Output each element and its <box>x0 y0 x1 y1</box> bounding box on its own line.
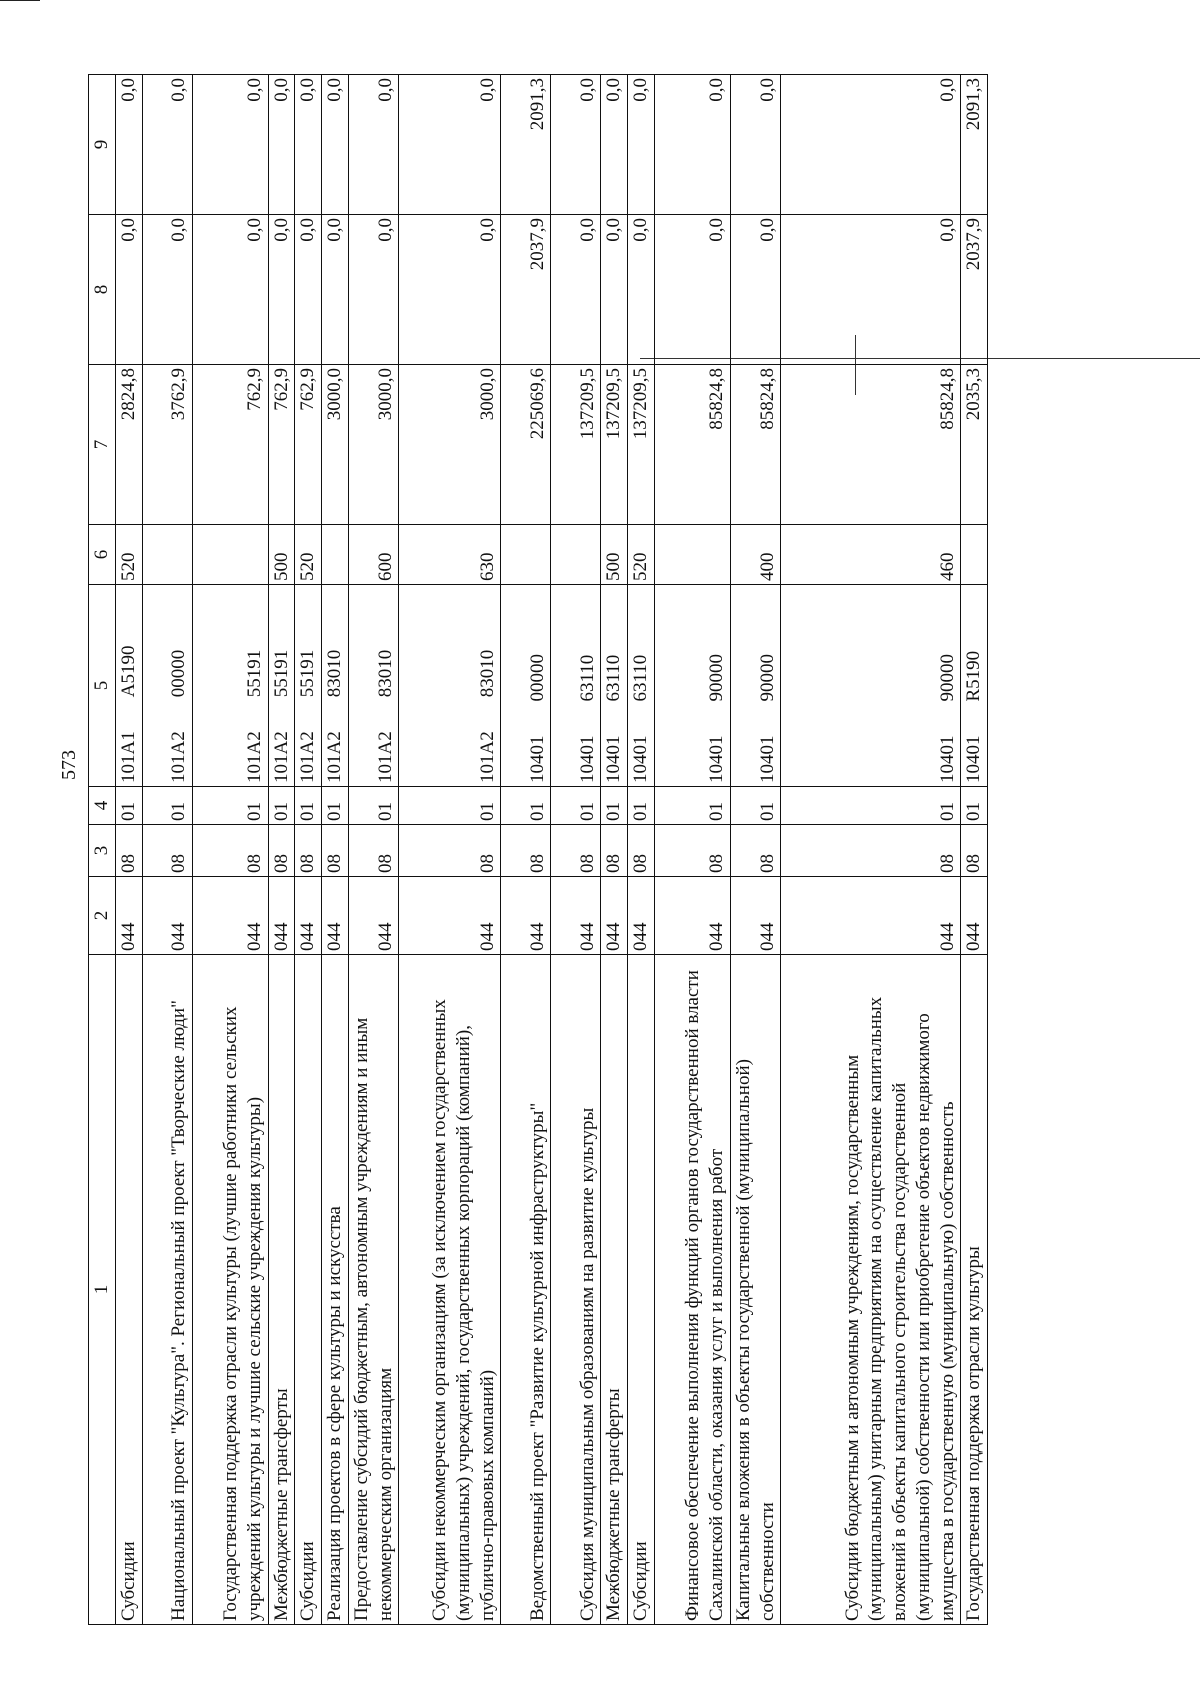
table-row <box>322 75 349 1625</box>
amount-year3-cell: 0,0 <box>781 75 961 215</box>
section-code-cell: 08 <box>628 825 655 877</box>
row-name-cell: Субсидии <box>115 955 142 1625</box>
target-article-program: 101A2 <box>270 731 292 783</box>
rotated-table-container <box>88 75 1088 1625</box>
target-article-direction: 90000 <box>936 654 958 702</box>
target-article-direction: 63110 <box>576 654 598 702</box>
row-name-cell: Субсидия муниципальным образованиям на развитие культуры <box>551 955 601 1625</box>
target-article-direction: 55191 <box>270 649 292 698</box>
target-article-direction: 00000 <box>167 649 189 698</box>
amount-year3-cell: 0,0 <box>654 75 730 215</box>
row-name-cell: Межбюджетные трансферты <box>268 955 295 1625</box>
target-article-program: 101A2 <box>476 731 498 783</box>
amount-year3-cell: 0,0 <box>601 75 628 215</box>
section-code-cell: 08 <box>322 825 349 877</box>
ministry-code-cell: 044 <box>628 877 655 955</box>
ministry-code-cell: 044 <box>601 877 628 955</box>
ministry-code-cell: 044 <box>268 877 295 955</box>
amount-year1-cell: 2035,3 <box>961 365 988 525</box>
subsection-code-cell: 01 <box>268 787 295 825</box>
section-code-cell: 08 <box>295 825 322 877</box>
amount-year2-cell: 0,0 <box>192 215 268 365</box>
row-name-cell: Государственная поддержка отрасли культуры (лучшие работники сельских учреждений культуры и лучшие сельские учреждения культуры) <box>192 955 268 1625</box>
amount-year3-cell: 0,0 <box>268 75 295 215</box>
table-row <box>192 75 268 1625</box>
table-row <box>501 75 551 1625</box>
expense-type-cell: 630 <box>399 525 501 585</box>
table-row <box>654 75 730 1625</box>
header-cell: 9 <box>89 75 116 215</box>
subsection-code-cell: 01 <box>730 787 781 825</box>
row-name-cell: Межбюджетные трансферты <box>601 955 628 1625</box>
amount-year3-cell: 0,0 <box>348 75 399 215</box>
expense-type-cell: 500 <box>601 525 628 585</box>
row-name-cell: Реализация проектов в сфере культуры и искусства <box>322 955 349 1625</box>
target-article-cell <box>192 585 268 787</box>
expense-type-cell <box>551 525 601 585</box>
target-article-program: 10401 <box>603 735 625 783</box>
target-article-direction: 83010 <box>476 649 498 698</box>
row-name-cell: Субсидии бюджетным и автономным учреждениям, государственным (муниципальным) унитарным предприятиям на осуществление капитальных вложений в объекты капитального строительства государственной (муниципальной) собственности или приобретение объектов недвижимого имущества в государственную (муниципальную) собственность <box>781 955 961 1625</box>
section-code-cell: 08 <box>348 825 399 877</box>
subsection-code-cell: 01 <box>115 787 142 825</box>
ministry-code-cell: 044 <box>322 877 349 955</box>
subsection-code-cell: 01 <box>601 787 628 825</box>
expense-type-cell: 520 <box>628 525 655 585</box>
table-header-row <box>89 75 116 1625</box>
amount-year1-cell: 225069,6 <box>501 365 551 525</box>
expense-type-cell: 600 <box>348 525 399 585</box>
subsection-code-cell: 01 <box>322 787 349 825</box>
amount-year1-cell: 137209,5 <box>601 365 628 525</box>
amount-year1-cell: 3000,0 <box>322 365 349 525</box>
target-article-program: 101A2 <box>243 731 265 783</box>
amount-year1-cell: 762,9 <box>192 365 268 525</box>
target-article-cell <box>501 585 551 787</box>
amount-year1-cell: 762,9 <box>268 365 295 525</box>
expense-type-cell <box>961 525 988 585</box>
expense-type-cell <box>142 525 192 585</box>
table-row <box>348 75 399 1625</box>
target-article-cell <box>295 585 322 787</box>
amount-year3-cell: 0,0 <box>551 75 601 215</box>
amount-year2-cell: 0,0 <box>628 215 655 365</box>
subsection-code-cell: 01 <box>348 787 399 825</box>
target-article-program: 101A2 <box>297 731 319 783</box>
header-cell: 2 <box>89 877 116 955</box>
amount-year1-cell: 2824,8 <box>115 365 142 525</box>
table-row <box>115 75 142 1625</box>
target-article-cell <box>399 585 501 787</box>
section-code-cell: 08 <box>551 825 601 877</box>
amount-year3-cell: 0,0 <box>142 75 192 215</box>
amount-year3-cell: 0,0 <box>730 75 781 215</box>
table-row <box>601 75 628 1625</box>
row-name-cell: Субсидии некоммерческим организациям (за исключением государственных (муниципальных) учреждений, государственных корпораций (компаний), публично-правовых компаний) <box>399 955 501 1625</box>
header-cell: 3 <box>89 825 116 877</box>
target-article-cell <box>551 585 601 787</box>
amount-year2-cell: 0,0 <box>322 215 349 365</box>
subsection-code-cell: 01 <box>781 787 961 825</box>
target-article-direction: 55191 <box>297 649 319 698</box>
table-row <box>268 75 295 1625</box>
amount-year2-cell: 0,0 <box>348 215 399 365</box>
amount-year2-cell: 0,0 <box>730 215 781 365</box>
amount-year1-cell: 3000,0 <box>399 365 501 525</box>
ministry-code-cell: 044 <box>654 877 730 955</box>
target-article-direction: 90000 <box>706 654 727 702</box>
target-article-cell <box>654 585 730 787</box>
expense-type-cell: 520 <box>115 525 142 585</box>
amount-year1-cell: 85824,8 <box>654 365 730 525</box>
target-article-direction: 00000 <box>526 654 548 702</box>
section-code-cell: 08 <box>654 825 730 877</box>
amount-year1-cell: 3000,0 <box>348 365 399 525</box>
ministry-code-cell: 044 <box>501 877 551 955</box>
amount-year1-cell: 762,9 <box>295 365 322 525</box>
amount-year2-cell: 0,0 <box>551 215 601 365</box>
ministry-code-cell: 044 <box>295 877 322 955</box>
amount-year1-cell: 85824,8 <box>781 365 961 525</box>
amount-year2-cell: 0,0 <box>601 215 628 365</box>
subsection-code-cell: 01 <box>192 787 268 825</box>
ministry-code-cell: 044 <box>551 877 601 955</box>
section-code-cell: 08 <box>961 825 988 877</box>
row-name-cell: Предоставление субсидий бюджетным, автономным учреждениям и иным некоммерческим организациям <box>348 955 399 1625</box>
amount-year3-cell: 0,0 <box>115 75 142 215</box>
amount-year1-cell: 85824,8 <box>730 365 781 525</box>
expense-type-cell <box>322 525 349 585</box>
header-cell: 6 <box>89 525 116 585</box>
row-name-cell: Капитальные вложения в объекты государственной (муниципальной) собственности <box>730 955 781 1625</box>
target-article-program: 10401 <box>576 735 598 783</box>
page-corner-mark <box>0 0 40 1</box>
row-name-cell: Субсидии <box>628 955 655 1625</box>
target-article-program: 10401 <box>630 735 651 783</box>
amount-year3-cell: 0,0 <box>322 75 349 215</box>
row-name-cell: Финансовое обеспечение выполнения функций органов государственной власти Сахалинской области, оказания услуг и выполнения работ <box>654 955 730 1625</box>
target-article-cell <box>628 585 655 787</box>
row-name-cell: Государственная поддержка отрасли культуры <box>961 955 988 1625</box>
section-code-cell: 08 <box>501 825 551 877</box>
row-name-cell: Национальный проект "Культура". Региональный проект "Творческие люди" <box>142 955 192 1625</box>
section-code-cell: 08 <box>399 825 501 877</box>
subsection-code-cell: 01 <box>399 787 501 825</box>
subsection-code-cell: 01 <box>142 787 192 825</box>
section-code-cell: 08 <box>192 825 268 877</box>
amount-year1-cell: 3762,9 <box>142 365 192 525</box>
ministry-code-cell: 044 <box>115 877 142 955</box>
page-number: 573 <box>58 750 80 780</box>
section-code-cell: 08 <box>781 825 961 877</box>
target-article-cell <box>601 585 628 787</box>
target-article-cell <box>322 585 349 787</box>
amount-year2-cell: 0,0 <box>142 215 192 365</box>
header-cell: 5 <box>89 585 116 787</box>
amount-year3-cell: 0,0 <box>192 75 268 215</box>
amount-year3-cell: 2091,3 <box>501 75 551 215</box>
subsection-code-cell: 01 <box>295 787 322 825</box>
target-article-cell <box>268 585 295 787</box>
target-article-program: 101A2 <box>374 731 396 783</box>
target-article-direction: 90000 <box>756 654 778 702</box>
target-article-cell <box>961 585 988 787</box>
budget-table <box>88 74 988 1625</box>
amount-year2-cell: 0,0 <box>399 215 501 365</box>
target-article-direction: 55191 <box>243 649 265 698</box>
section-code-cell: 08 <box>268 825 295 877</box>
target-article-cell <box>730 585 781 787</box>
expense-type-cell: 460 <box>781 525 961 585</box>
table-row <box>961 75 988 1625</box>
table-row <box>142 75 192 1625</box>
target-article-program: 10401 <box>756 735 778 783</box>
table-row <box>295 75 322 1625</box>
header-cell: 8 <box>89 215 116 365</box>
amount-year2-cell: 0,0 <box>268 215 295 365</box>
amount-year3-cell: 0,0 <box>628 75 655 215</box>
amount-year3-cell: 2091,3 <box>961 75 988 215</box>
row-name-cell: Ведомственный проект "Развитие культурной инфраструктуры" <box>501 955 551 1625</box>
section-code-cell: 08 <box>601 825 628 877</box>
target-article-direction: 63110 <box>603 654 625 702</box>
subsection-code-cell: 01 <box>654 787 730 825</box>
target-article-program: 101A2 <box>324 731 345 783</box>
expense-type-cell <box>654 525 730 585</box>
header-cell: 7 <box>89 365 116 525</box>
ministry-code-cell: 044 <box>399 877 501 955</box>
target-article-program: 101A1 <box>117 731 139 783</box>
expense-type-cell: 500 <box>268 525 295 585</box>
target-article-program: 10401 <box>963 735 985 783</box>
ministry-code-cell: 044 <box>348 877 399 955</box>
subsection-code-cell: 01 <box>501 787 551 825</box>
amount-year1-cell: 137209,5 <box>551 365 601 525</box>
expense-type-cell: 520 <box>295 525 322 585</box>
section-code-cell: 08 <box>730 825 781 877</box>
target-article-direction: A5190 <box>117 645 139 698</box>
ministry-code-cell: 044 <box>730 877 781 955</box>
amount-year2-cell: 2037,9 <box>501 215 551 365</box>
ministry-code-cell: 044 <box>961 877 988 955</box>
expense-type-cell <box>501 525 551 585</box>
amount-year1-cell: 137209,5 <box>628 365 655 525</box>
ministry-code-cell: 044 <box>781 877 961 955</box>
row-name-cell: Субсидии <box>295 955 322 1625</box>
expense-type-cell: 400 <box>730 525 781 585</box>
subsection-code-cell: 01 <box>628 787 655 825</box>
target-article-cell <box>115 585 142 787</box>
table-row <box>730 75 781 1625</box>
table-row <box>551 75 601 1625</box>
section-code-cell: 08 <box>115 825 142 877</box>
header-cell: 1 <box>89 955 116 1625</box>
target-article-cell <box>142 585 192 787</box>
amount-year2-cell: 0,0 <box>781 215 961 365</box>
amount-year2-cell: 2037,9 <box>961 215 988 365</box>
target-article-program: 10401 <box>936 735 958 783</box>
amount-year2-cell: 0,0 <box>295 215 322 365</box>
target-article-program: 101A2 <box>167 731 189 783</box>
target-article-direction: 83010 <box>374 649 396 698</box>
target-article-direction: 63110 <box>630 654 651 702</box>
amount-year3-cell: 0,0 <box>295 75 322 215</box>
amount-year2-cell: 0,0 <box>654 215 730 365</box>
amount-year3-cell: 0,0 <box>399 75 501 215</box>
table-row <box>781 75 961 1625</box>
target-article-direction: R5190 <box>963 650 985 702</box>
target-article-program: 10401 <box>526 735 548 783</box>
expense-type-cell <box>192 525 268 585</box>
target-article-cell <box>781 585 961 787</box>
target-article-direction: 83010 <box>324 649 345 698</box>
target-article-program: 10401 <box>706 735 727 783</box>
ministry-code-cell: 044 <box>192 877 268 955</box>
subsection-code-cell: 01 <box>551 787 601 825</box>
amount-year2-cell: 0,0 <box>115 215 142 365</box>
table-row <box>628 75 655 1625</box>
table-row <box>399 75 501 1625</box>
ministry-code-cell: 044 <box>142 877 192 955</box>
header-cell: 4 <box>89 787 116 825</box>
target-article-cell <box>348 585 399 787</box>
subsection-code-cell: 01 <box>961 787 988 825</box>
section-code-cell: 08 <box>142 825 192 877</box>
